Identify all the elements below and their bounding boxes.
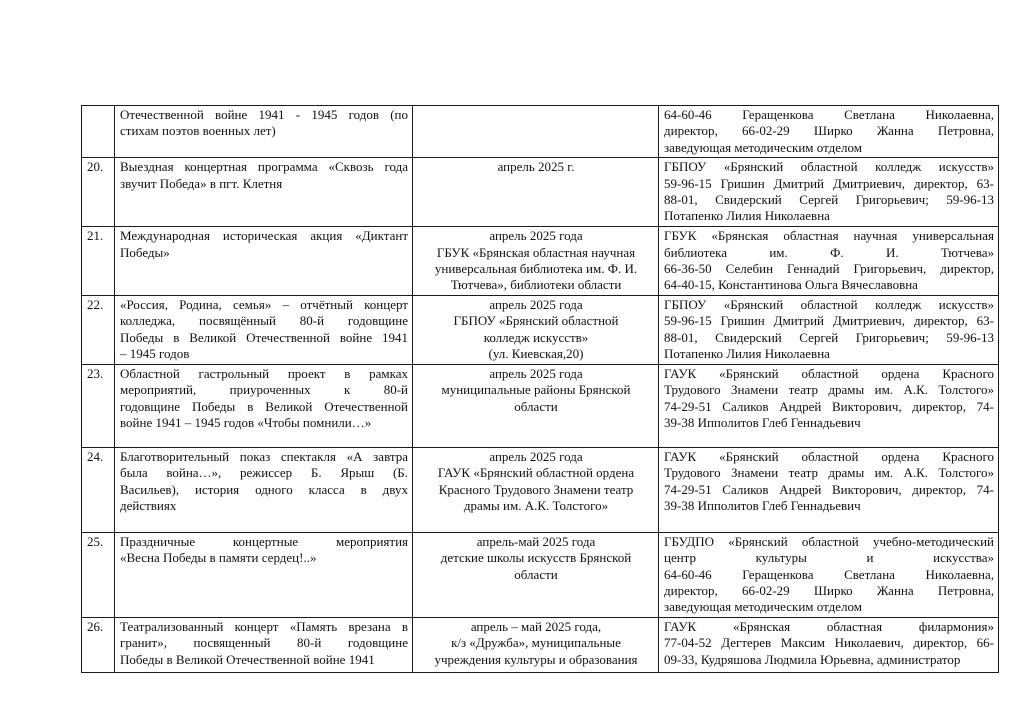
event-title-line: Васильев), история одного класса в двух bbox=[120, 481, 408, 497]
event-date-venue-line: учреждения культуры и образования bbox=[434, 651, 638, 667]
event-organizer-line: 59-96-15 Гришин Дмитрий Дмитриевич, директор, 63- bbox=[664, 313, 994, 329]
event-title-line: Благотворительный показ спектакля «А завтра bbox=[120, 448, 408, 464]
event-title-line: была война…», режиссер Б. Ярыш (Б. bbox=[120, 465, 408, 481]
event-organizer-line: 74-29-51 Саликов Андрей Викторович, директор, 74- bbox=[664, 481, 994, 497]
event-organizer bbox=[659, 106, 999, 158]
event-date-venue-line: универсальная библиотека им. Ф. И. bbox=[434, 261, 638, 277]
event-date-venue-line: (ул. Киевская,20) bbox=[488, 346, 584, 362]
event-date-venue-line: к/з «Дружба», муниципальные bbox=[451, 635, 621, 651]
event-date-venue bbox=[413, 227, 659, 296]
event-organizer bbox=[659, 158, 999, 227]
event-date-venue-line: ГБПОУ «Брянский областной bbox=[453, 313, 619, 329]
event-date-venue-line: колледж искусств» bbox=[483, 329, 589, 345]
event-organizer-line: заведующая методическим отделом bbox=[664, 599, 862, 615]
table-row bbox=[82, 447, 999, 532]
event-organizer bbox=[659, 532, 999, 617]
event-organizer-line: 39-38 Ипполитов Глеб Геннадьевич bbox=[664, 415, 861, 431]
table-row bbox=[82, 617, 999, 672]
event-title-line: Театрализованный концерт «Память врезана в bbox=[120, 618, 408, 634]
event-title-line: действиях bbox=[120, 498, 177, 514]
event-organizer-line: ГАУК «Брянский областной ордена Красного bbox=[664, 448, 994, 464]
event-date-venue-line: ГБУК «Брянская областная научная bbox=[436, 244, 636, 260]
event-title-line: Победы» bbox=[120, 244, 170, 260]
event-organizer-line: 74-29-51 Саликов Андрей Викторович, директор, 74- bbox=[664, 398, 994, 414]
row-number: 24. bbox=[82, 447, 115, 532]
event-date-venue-line: апрель 2025 года bbox=[489, 365, 583, 381]
event-date-venue-line: области bbox=[514, 398, 558, 414]
table-row bbox=[82, 532, 999, 617]
event-organizer-line: 88-01, Свидерский Сергей Григорьевич; 59-96-13 bbox=[664, 329, 994, 345]
table-row bbox=[82, 295, 999, 364]
event-title-line: Победы в Великой Отечественной войне 1941 bbox=[120, 651, 375, 667]
row-number: 23. bbox=[82, 364, 115, 447]
event-date-venue-line: Красного Трудового Знамени театр bbox=[438, 481, 634, 497]
event-organizer-line: 77-04-52 Дегтерев Максим Николаевич, директор, 66- bbox=[664, 635, 994, 651]
table-row bbox=[82, 227, 999, 296]
event-organizer-line: 64-60-46 Геращенкова Светлана Николаевна, bbox=[664, 107, 994, 122]
event-date-venue-line: детские школы искусств Брянской bbox=[440, 550, 632, 566]
event-date-venue bbox=[413, 532, 659, 617]
event-date-venue bbox=[413, 295, 659, 364]
event-date-venue-line: ГАУК «Брянский областной ордена bbox=[437, 465, 635, 481]
event-title-line: Выездная концертная программа «Сквозь года bbox=[120, 159, 408, 175]
event-title-line: стихам поэтов военных лет) bbox=[120, 123, 276, 139]
event-organizer-line: ГБУДПО «Брянский областной учебно-методический bbox=[664, 533, 994, 549]
event-organizer-line: 64-40-15, Константинова Ольга Вячеславовна bbox=[664, 277, 918, 293]
event-title bbox=[115, 532, 413, 617]
event-title bbox=[115, 158, 413, 227]
row-number: 20. bbox=[82, 158, 115, 227]
event-date-venue bbox=[413, 447, 659, 532]
event-title-line: «Россия, Родина, семья» – отчётный концерт bbox=[120, 296, 408, 312]
event-date-venue-line: апрель-май 2025 года bbox=[476, 533, 596, 549]
table-row bbox=[82, 106, 999, 158]
event-organizer bbox=[659, 364, 999, 447]
event-date-venue bbox=[413, 617, 659, 672]
row-number: 22. bbox=[82, 295, 115, 364]
event-organizer-line: ГБПОУ «Брянский областной колледж искусств» bbox=[664, 159, 994, 175]
event-title-line: годовщине Победы в Великой Отечественной bbox=[120, 398, 408, 414]
event-organizer-line: 88-01, Свидерский Сергей Григорьевич; 59-96-13 bbox=[664, 192, 994, 208]
event-organizer-line: заведующая методическим отделом bbox=[664, 139, 862, 155]
event-date-venue-line: драмы им. А.К. Толстого» bbox=[463, 498, 609, 514]
table-row bbox=[82, 158, 999, 227]
event-date-venue bbox=[413, 158, 659, 227]
event-title bbox=[115, 617, 413, 672]
event-organizer bbox=[659, 227, 999, 296]
event-date-venue-line: апрель 2025 года bbox=[489, 228, 583, 244]
event-organizer-line: 09-33, Кудряшова Людмила Юрьевна, администратор bbox=[664, 651, 961, 667]
event-date-venue-line: апрель 2025 г. bbox=[497, 159, 575, 175]
events-schedule-table bbox=[81, 105, 999, 673]
event-title bbox=[115, 364, 413, 447]
event-organizer-line: Трудового Знамени театр драмы им. А.К. Толстого» bbox=[664, 465, 994, 481]
row-number: 25. bbox=[82, 532, 115, 617]
event-organizer-line: Трудового Знамени театр драмы им. А.К. Толстого» bbox=[664, 382, 994, 398]
row-number: 26. bbox=[82, 617, 115, 672]
event-organizer-line: 66-36-50 Селебин Геннадий Григорьевич, директор, bbox=[664, 261, 994, 277]
event-title-line: гранит», посвященный 80-й годовщине bbox=[120, 635, 408, 651]
event-organizer-line: ГБПОУ «Брянский областной колледж искусств» bbox=[664, 296, 994, 312]
event-organizer-line: ГБУК «Брянская областная научная универсальная bbox=[664, 228, 994, 244]
event-organizer bbox=[659, 295, 999, 364]
event-title-line: «Весна Победы в памяти сердец!..» bbox=[120, 550, 317, 566]
event-organizer-line: 39-38 Ипполитов Глеб Геннадьевич bbox=[664, 498, 861, 514]
event-title-line: колледжа, посвящённый 80-й годовщине bbox=[120, 313, 408, 329]
event-date-venue-line: апрель 2025 года bbox=[489, 296, 583, 312]
event-organizer-line: Потапенко Лилия Николаевна bbox=[664, 208, 830, 224]
event-date-venue bbox=[413, 364, 659, 447]
event-title-line: звучит Победа» в пгт. Клетня bbox=[120, 175, 283, 191]
table-row bbox=[82, 364, 999, 447]
event-title-line: Международная историческая акция «Диктант bbox=[120, 228, 408, 244]
event-date-venue-line: апрель 2025 года bbox=[489, 448, 583, 464]
event-title-line: Победы в Великой Отечественной войне 1941 bbox=[120, 329, 408, 345]
row-number: 21. bbox=[82, 227, 115, 296]
event-organizer-line: ГАУК «Брянский областной ордена Красного bbox=[664, 365, 994, 381]
event-date-venue-line: Тютчева», библиотеки области bbox=[450, 277, 622, 293]
event-organizer-line: Потапенко Лилия Николаевна bbox=[664, 346, 830, 362]
event-date-venue-line: апрель – май 2025 года, bbox=[470, 618, 602, 634]
event-date-venue-line: муниципальные районы Брянской bbox=[441, 382, 631, 398]
event-organizer bbox=[659, 617, 999, 672]
event-title-line: Праздничные концертные мероприятия bbox=[120, 533, 408, 549]
event-organizer-line: библиотека им. Ф. И. Тютчева» bbox=[664, 244, 994, 260]
event-title-line: – 1945 годов bbox=[120, 346, 190, 362]
event-organizer-line: 64-60-46 Геращенкова Светлана Николаевна, bbox=[664, 566, 994, 582]
event-title-line: мероприятий, приуроченных к 80-й bbox=[120, 382, 408, 398]
event-organizer-line: директор, 66-02-29 Ширко Жанна Петровна, bbox=[664, 583, 994, 599]
event-title bbox=[115, 106, 413, 158]
event-title-line: Отечественной войне 1941 - 1945 годов (по bbox=[120, 107, 408, 122]
event-date-venue bbox=[413, 106, 659, 158]
event-title bbox=[115, 227, 413, 296]
event-title bbox=[115, 447, 413, 532]
event-title-line: Областной гастрольный проект в рамках bbox=[120, 365, 408, 381]
row-number bbox=[82, 106, 115, 158]
event-date-venue-line: области bbox=[514, 566, 558, 582]
event-organizer-line: центр культуры и искусства» bbox=[664, 550, 994, 566]
event-organizer-line: директор, 66-02-29 Ширко Жанна Петровна, bbox=[664, 123, 994, 139]
event-organizer-line: ГАУК «Брянская областная филармония» bbox=[664, 618, 994, 634]
event-organizer-line: 59-96-15 Гришин Дмитрий Дмитриевич, директор, 63- bbox=[664, 175, 994, 191]
event-title bbox=[115, 295, 413, 364]
event-organizer bbox=[659, 447, 999, 532]
event-title-line: войне 1941 – 1945 годов «Чтобы помнили…» bbox=[120, 415, 372, 431]
